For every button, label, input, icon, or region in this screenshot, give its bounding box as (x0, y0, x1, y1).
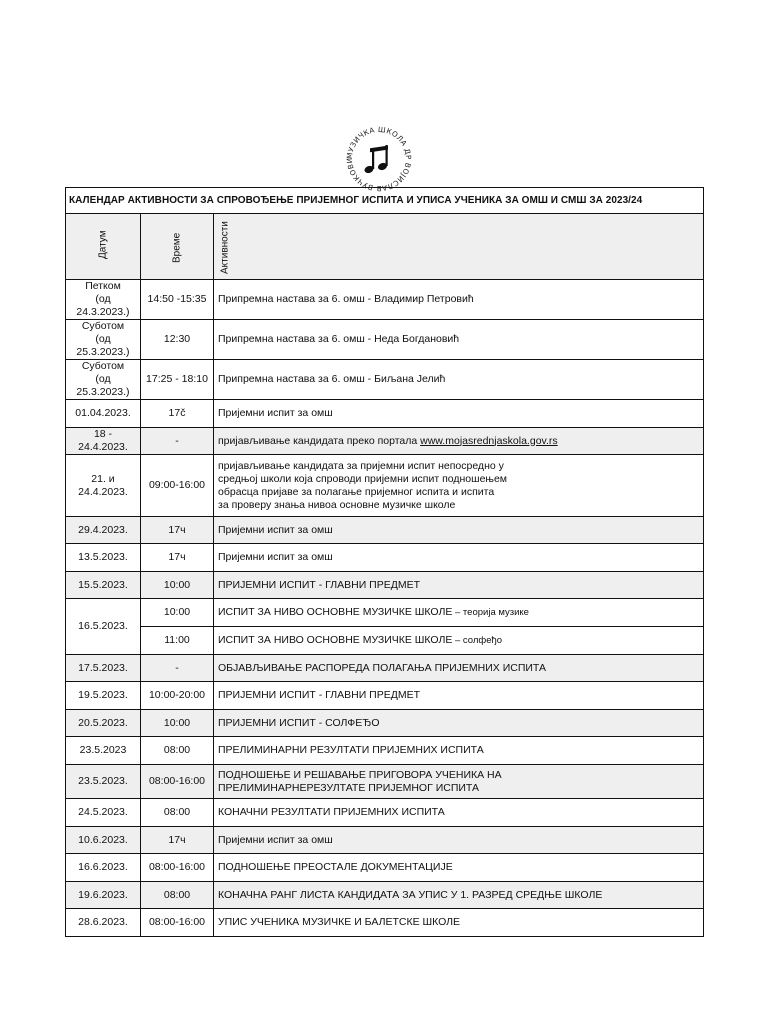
table-row (66, 682, 704, 710)
time-cell: 10:00 (141, 710, 214, 737)
activity-cell (214, 428, 704, 455)
date-cell (66, 320, 141, 360)
table-row (66, 710, 704, 737)
time-cell: 09:00-16:00 (141, 455, 214, 517)
date-cell: 15.5.2023. (66, 572, 141, 599)
activity-cell (214, 627, 704, 655)
activity-line: ПРЕЛИМИНАРНЕРЕЗУЛТАТЕ ПРИЈЕМНОГ ИСПИТА (218, 781, 479, 794)
date-cell: 16.6.2023. (66, 854, 141, 882)
date-line: Суботом (81, 360, 125, 372)
time-cell: 17:25 - 18:10 (141, 360, 214, 400)
activity-line: ПОДНОШЕЊЕ И РЕШАВАЊЕ ПРИГОВОРА УЧЕНИКА НА (218, 768, 502, 781)
table-title: КАЛЕНДАР АКТИВНОСТИ ЗА СПРОВОЂЕЊЕ ПРИЈЕМНОГ ИСПИТА И УПИСА УЧЕНИКА ЗА ОМШ И СМШ ЗА 2023/24 (66, 188, 704, 214)
table-row (66, 400, 704, 428)
date-cell: 19.6.2023. (66, 882, 141, 909)
time-cell: 11:00 (141, 627, 214, 655)
header-date: Датум (97, 230, 109, 259)
activity-cell: КОНАЧНИ РЕЗУЛТАТИ ПРИЈЕМНИХ ИСПИТА (214, 799, 704, 827)
time-cell: 17ч (141, 517, 214, 544)
header-time-cell (141, 214, 214, 280)
date-line: Петком (85, 280, 121, 292)
time-cell: 10:00 (141, 599, 214, 627)
date-cell (66, 280, 141, 320)
date-cell: 19.5.2023. (66, 682, 141, 710)
table-row (66, 544, 704, 572)
table-row (66, 882, 704, 909)
activity-cell: Припремна настава за 6. омш - Биљана Јелић (214, 360, 704, 400)
table-row (66, 517, 704, 544)
activity-text: ИСПИТ ЗА НИВО ОСНОВНЕ МУЗИЧКЕ ШКОЛЕ (218, 634, 453, 646)
time-cell: - (141, 655, 214, 682)
time-cell: 17ч (141, 827, 214, 854)
table-row (66, 909, 704, 937)
activity-line: пријављивање кандидата за пријемни испит непосредно у (218, 459, 504, 472)
time-cell: 08:00-16:00 (141, 909, 214, 937)
date-cell: 17.5.2023. (66, 655, 141, 682)
activity-cell: ПРЕЛИМИНАРНИ РЕЗУЛТАТИ ПРИЈЕМНИХ ИСПИТА (214, 737, 704, 765)
activity-line: обрасца пријаве за полагање пријемног испита и испита (218, 485, 495, 498)
date-cell: 23.5.2023 (66, 737, 141, 765)
activity-note: – солфеђо (452, 635, 503, 646)
activity-cell: ПРИЈЕМНИ ИСПИТ - ГЛАВНИ ПРЕДМЕТ (214, 572, 704, 599)
activity-cell: УПИС УЧЕНИКА МУЗИЧКЕ И БАЛЕТСКЕ ШКОЛЕ (214, 909, 704, 937)
table-row (66, 854, 704, 882)
date-cell: 21. и 24.4.2023. (66, 455, 141, 517)
activity-cell (214, 599, 704, 627)
activity-cell: Пријемни испит за омш (214, 517, 704, 544)
table-row (66, 360, 704, 400)
activity-cell (214, 455, 704, 517)
activity-cell: Пријемни испит за омш (214, 400, 704, 428)
time-cell: 08:00 (141, 737, 214, 765)
activity-cell: Припремна настава за 6. омш - Владимир Петровић (214, 280, 704, 320)
header-activity: Активности (219, 221, 231, 274)
activity-cell: КОНАЧНА РАНГ ЛИСТА КАНДИДАТА ЗА УПИС У 1. РАЗРЕД СРЕДЊЕ ШКОЛЕ (214, 882, 704, 909)
activity-cell: ОБЈАВЉИВАЊЕ РАСПОРЕДА ПОЛАГАЊА ПРИЈЕМНИХ ИСПИТА (214, 655, 704, 682)
time-cell: 08:00 (141, 799, 214, 827)
date-cell: 18 - 24.4.2023. (66, 428, 141, 455)
date-cell: 16.5.2023. (66, 599, 141, 655)
svg-text:МУЗИЧКА ШКОЛА ДР ВОЈИСЛАВ ВУЧК (343, 123, 413, 193)
date-line: (од 24.3.2023.) (76, 293, 130, 318)
date-cell: 28.6.2023. (66, 909, 141, 937)
activity-cell: Припремна настава за 6. омш - Неда Богдановић (214, 320, 704, 360)
header-time: Време (171, 232, 183, 263)
time-cell: 12:30 (141, 320, 214, 360)
header-activity-cell (214, 214, 704, 280)
date-cell: 13.5.2023. (66, 544, 141, 572)
date-line: (од 25.3.2023.) (76, 373, 130, 398)
calendar-table (65, 187, 704, 937)
header-date-cell (66, 214, 141, 280)
date-cell: 24.5.2023. (66, 799, 141, 827)
time-cell: 08:00-16:00 (141, 765, 214, 799)
date-cell (66, 360, 141, 400)
table-row (66, 827, 704, 854)
time-cell: 10:00-20:00 (141, 682, 214, 710)
activity-line: за проверу знања нивоа основне музичке школе (218, 498, 456, 511)
time-cell: 17ч (141, 544, 214, 572)
table-header-row (66, 214, 704, 280)
table-row (66, 799, 704, 827)
activity-cell: ПРИЈЕМНИ ИСПИТ - ГЛАВНИ ПРЕДМЕТ (214, 682, 704, 710)
table-row (66, 428, 704, 455)
table-row (66, 320, 704, 360)
school-logo (343, 123, 415, 195)
date-cell: 29.4.2023. (66, 517, 141, 544)
date-line: (од 25.3.2023.) (76, 333, 130, 358)
activity-cell: ПОДНОШЕЊЕ ПРЕОСТАЛЕ ДОКУМЕНТАЦИЈЕ (214, 854, 704, 882)
activity-text: пријављивање кандидата преко портала (218, 434, 421, 447)
table-row (66, 737, 704, 765)
table-row (66, 765, 704, 799)
date-cell: 10.6.2023. (66, 827, 141, 854)
time-cell: 08:00-16:00 (141, 854, 214, 882)
table-row (66, 572, 704, 599)
activity-text: ИСПИТ ЗА НИВО ОСНОВНЕ МУЗИЧКЕ ШКОЛЕ (218, 606, 453, 618)
activity-cell: Пријемни испит за омш (214, 544, 704, 572)
activity-cell (214, 765, 704, 799)
activity-line: средњој школи која спроводи пријемни испит подношењем (218, 472, 508, 485)
time-cell: 10:00 (141, 572, 214, 599)
music-note-icon (364, 145, 388, 174)
table-row (66, 455, 704, 517)
time-cell: 08:00 (141, 882, 214, 909)
table-row (66, 599, 704, 627)
table-row (66, 627, 704, 655)
time-cell: 17č (141, 400, 214, 428)
logo-arc-text: МУЗИЧКА ШКОЛА ДР ВОЈИСЛАВ ВУЧКОВИ (344, 124, 414, 194)
table-row (66, 280, 704, 320)
table-row (66, 655, 704, 682)
date-cell: 01.04.2023. (66, 400, 141, 428)
activity-cell: ПРИЈЕМНИ ИСПИТ - СОЛФЕЂО (214, 710, 704, 737)
activity-note: – теорија музике (452, 607, 529, 618)
date-cell: 23.5.2023. (66, 765, 141, 799)
time-cell: 14:50 -15:35 (141, 280, 214, 320)
portal-link[interactable]: www.mojasrednjaskola.gov.rs (420, 434, 558, 447)
date-line: Суботом (81, 320, 125, 332)
activity-cell: Пријемни испит за омш (214, 827, 704, 854)
date-cell: 20.5.2023. (66, 710, 141, 737)
time-cell: - (141, 428, 214, 455)
